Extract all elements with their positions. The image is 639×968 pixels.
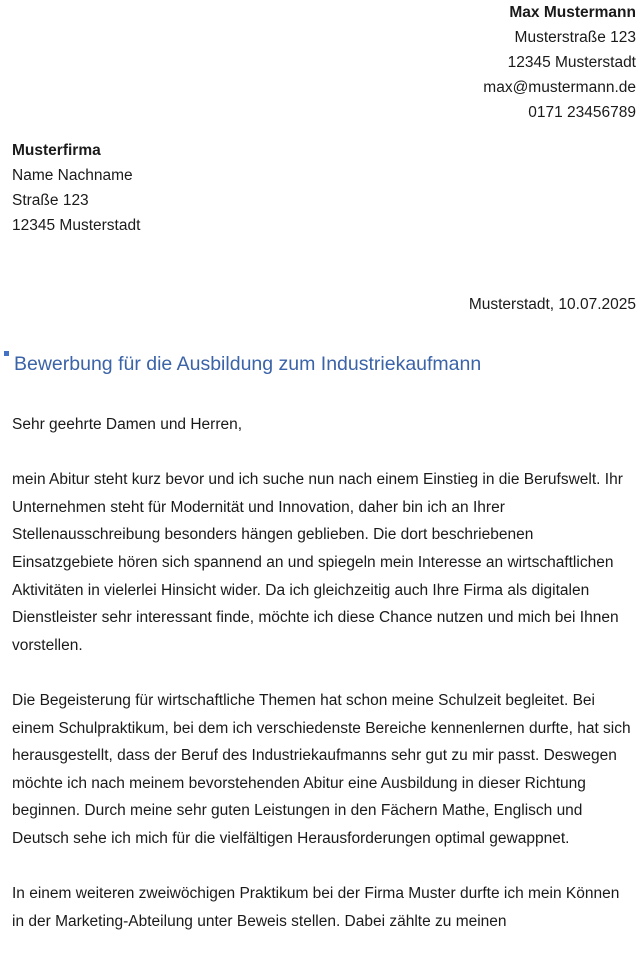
body-paragraph-3: In einem weiteren zweiwöchigen Praktikum bei der Firma Muster durfte ich mein Können in der Marketing-Abteilung unter Beweis stellen. Dabei zählte zu meinen — [12, 885, 620, 930]
letter-body — [12, 411, 634, 963]
subject-line: Bewerbung für die Ausbildung zum Industriekaufmann — [14, 353, 482, 375]
sender-city: 12345 Musterstadt — [507, 54, 636, 71]
sender-phone: 0171 23456789 — [528, 104, 636, 121]
body-paragraph-1: mein Abitur steht kurz bevor und ich suche nun nach einem Einstieg in die Berufswelt. Ihr Unternehmen steht für Modernität und Innovation, daher bin ich an Ihrer Stellenausschreibung besonders hängen geblieben. Die dort beschriebenen Einsatzgebiete hören sich spannend an und spiegeln mein Interesse an wirtschaftlichen Aktivitäten in vielerlei Hinsicht wider. Da ich gleichzeitig auch Ihre Firma als digitalen Dienstleister sehr interessant finde, möchte ich diese Chance nutzen und mich bei Ihnen vorstellen. — [12, 471, 623, 654]
sender-name: Max Mustermann — [509, 4, 636, 21]
sender-block — [483, 0, 636, 125]
recipient-block — [12, 138, 140, 238]
sender-email: max@mustermann.de — [483, 79, 636, 96]
recipient-city: 12345 Musterstadt — [12, 217, 141, 234]
sender-street: Musterstraße 123 — [514, 29, 636, 46]
recipient-street: Straße 123 — [12, 192, 89, 209]
letter-date: Musterstadt, 10.07.2025 — [468, 296, 636, 313]
subject-marker-icon — [4, 351, 9, 356]
body-paragraph-2: Die Begeisterung für wirtschaftliche Themen hat schon meine Schulzeit begleitet. Bei einem Schulpraktikum, bei dem ich verschiedenste Bereiche kennenlernen durfte, hat sich herausgestellt, dass der Beruf des Industriekaufmanns sehr gut zu mir passt. Deswegen möchte ich nach meinem bevorstehenden Abitur eine Ausbildung in dieser Richtung beginnen. Durch meine sehr guten Leistungen in den Fächern Mathe, Englisch und Deutsch sehe ich mich für die vielfältigen Herausforderungen optimal gewappnet. — [12, 691, 631, 847]
recipient-contact: Name Nachname — [12, 167, 133, 184]
salutation: Sehr geehrte Damen und Herren, — [12, 416, 243, 433]
recipient-company: Musterfirma — [12, 142, 101, 159]
